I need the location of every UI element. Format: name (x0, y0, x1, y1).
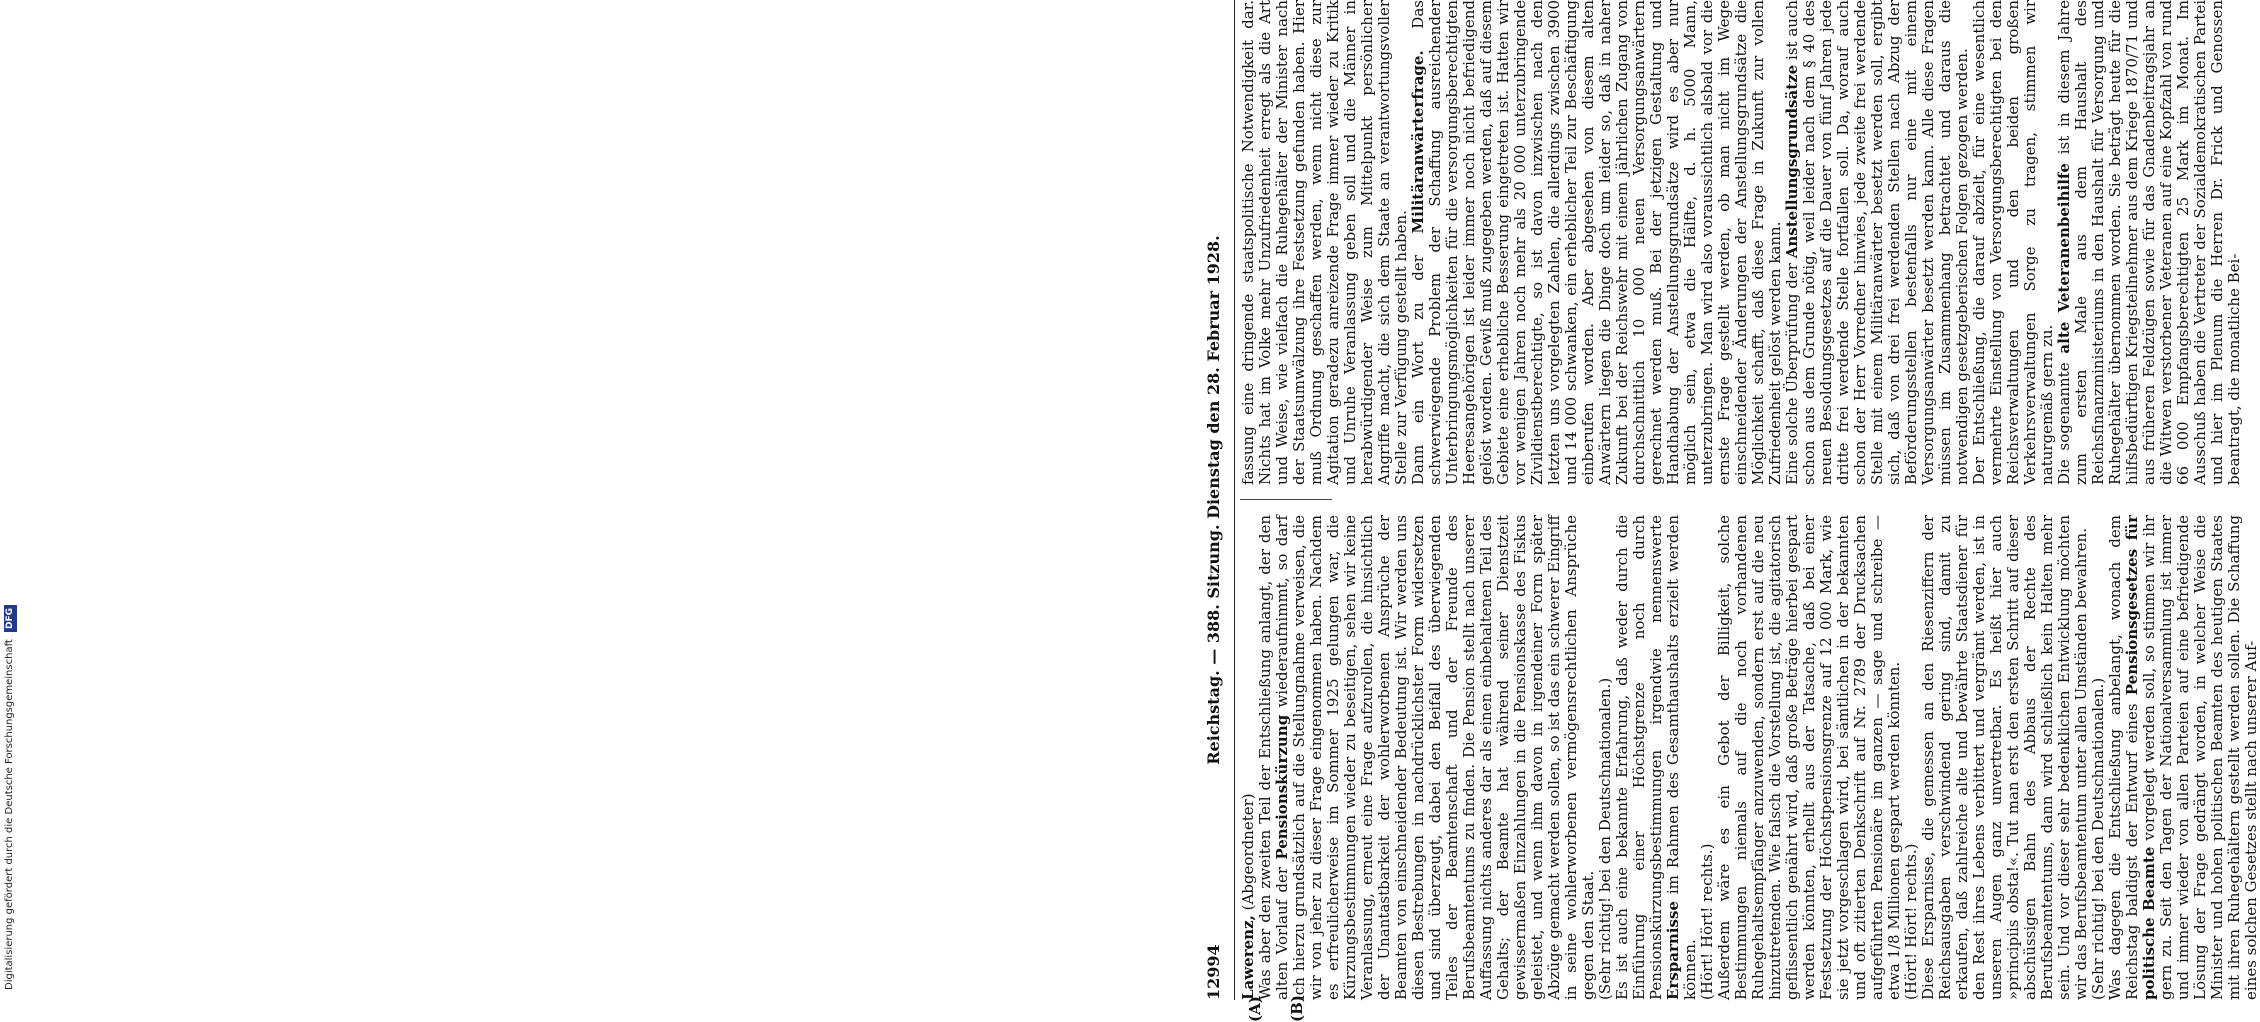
text-run: wiederaufnimmt, so darf ich hierzu grundsätzlich auf die Stellungnahme verweisen, die wir von jeher zu dieser Frage eingenommen haben. Nachdem es erfreulicherweise im Sommer 1925 gelungen war, die Kürzungsbestimmungen wieder zu beseitigen, sehen wir keine Veranlassung, erneut eine Frage aufzurollen, die hinsichtlich der Unantastbarkeit der wohlerworbenen Ansprüche der Beamten von einschneidender Bedeutung ist. Wir werden uns diesen Bestrebungen in nachdrücklichster Form widersetzen und sind überzeugt, dabei den Beifall des überwiegenden Teiles der Beamtenschaft und der Freunde des Berufsbeamtentums zu finden. Die Pension stellt nach unserer Auffassung nichts anderes dar als einen einbehaltenen Teil des Gehalts; der Beamte hat während seiner Dienstzeit gewissermaßen Einzahlungen in die Pensionskasse des Fiskus geleistet, und wenn ihm davon in irgendeiner Form später Abzüge gemacht werden sollen, so ist das ein schwerer Eingriff in seine wohlerworbenen vermögensrechtlichen Ansprüche gegen den Staat. (1273, 515, 1597, 1000)
dfg-logo: DFG (4, 605, 17, 632)
column-divider (1240, 499, 1332, 500)
digitization-credit (2, 0, 18, 1000)
bold-term: alte Veteranenbeihilfe (2055, 163, 2073, 354)
interjection: (Hört! Hört! rechts.) (1698, 843, 1716, 1000)
margin-marker-a: (A) (1246, 996, 1264, 1022)
interjection: (Hört! Hört! rechts.) (1902, 843, 1920, 1000)
margin-marker-b: (B) (1288, 995, 1306, 1022)
text-run: ist auch schon aus dem Grunde nötig, weil leider nach dem § 40 des neuen Besoldungsgesetzes auf die Dauer von fünf Jahren jede dritte frei werdende Stelle fortfallen soll. Da, worauf auch schon der Herr Vorredner hinwies, jede zweite frei werdende Stelle mit einem Militäranwärter besetzt werden soll, ergibt sich, daß von drei frei werdenden Stellen nach Abzug der Beförderungsstellen bestenfalls nur eine mit einem Versorgungsanwärter besetzt werden kann. Alle diese Fragen müssen im Zusammenhang betrachtet und daraus die notwendigen gesetzgeberischen Folgen gezogen werden. (1783, 0, 1971, 485)
bold-term: Pensionsgesetzes für politische Beamte (2123, 515, 2158, 1000)
text-run: Das schwerwiegende Problem der Schaffung ausreichender Unterbringungsmöglichkeiten für die versorgungsberechtigten Heeresangehörigen ist leider immer noch nicht befriedigend gelöst worden. Gewiß muß zugegeben werden, daß auf diesem Gebiete eine erhebliche Besserung eingetreten ist. Hatten wir vor wenigen Jahren noch mehr als 20 000 unterzubringende Zivildienstberechtigte, so ist davon inzwischen nach den letzten uns vorgelegten Zahlen, die allerdings zwischen 3900 und 14 000 schwanken, ein erheblicher Teil zur Beschäftigung einberufen worden. Aber abgesehen von diesem alten Anwärtern liegen die Dinge doch um leider so, daß in naher Zukunft bei der Reichswehr mit einem jährlichen Zugang von durchschnittlich 10 000 neuen Versorgungsanwärtern gerechnet werden muß. Bei der jetzigen Gestaltung und Handhabung der Anstellungsgrundsätze wird es aber nur möglich sein, etwa die Hälfte, d. h. 5000 Mann, unterzubringen. Man wird also voraussichtlich alsbald vor die ernste Frage gestellt werden, ob man nicht im Wege einschneidender Änderungen der Anstellungsgrundsätze die Möglichkeit schafft, daß diese Frage in Zukunft zur vollen Zufriedenheit gelöst werden kann. (1409, 0, 1784, 485)
text-run: Was aber den zweiten Teil der Entschließung anlangt, der den alten Vorlauf der (1256, 515, 1291, 1000)
text-run: Eine solche Überprüfung der (1783, 263, 1801, 485)
page-header (1200, 0, 1230, 1000)
credit-text: Digitalisierung gefördert durch die Deutsche Forschungsgemeinschaft (4, 639, 15, 990)
text-run: ist in diesem Jahre zum ersten Male aus dem Haushalt des Reichsfinanzministeriums in den Haushalt für Versorgung und Ruhegehälter übernommen worden. Sie beträgt heute für die hilfsbedürftigen Kriegsteilnehmer aus dem Kriege 1870/71 und aus früheren Feldzügen sowie für das Gnadenbeitragsjahr an die Witwen verstorbener Veteranen auf eine Kopfzahl von rund 66 000 Empfangsberechtigten 25 Mark im Monat. Im Ausschuß haben die Vertreter der Sozialdemokratischen Partei und hier im Plenum die Herren Dr. Frick und Genossen beantragt, die monatliche Bei- (2055, 0, 2243, 485)
paragraph: fassung eine dringende staatspolitische Notwendigkeit dar. Nichts hat im Volke mehr Unzufriedenheit erregt als die Art und Weise, wie vielfach die Ruhegehälter der Minister nach der Staatsumwälzung ihre Festsetzung gefunden haben. Hier muß Ordnung geschaffen werden, wenn nicht diese zur Agitation geradezu anreizende Frage immer wieder zu Kritik und Unruhe Veranlassung geben soll und die Männer in herabwürdigender Weise zum Mittelpunkt persönlicher Angriffe macht, die sich dem Staate an verantwortungsvoller Stelle zur Verfügung gestellt haben. (1239, 0, 1410, 485)
text-run: Die sogenannte (2055, 362, 2073, 485)
speaker-line: Lawerenz, (Abgeordneter) (1239, 793, 1257, 1000)
bold-term: Ersparnisse (1664, 901, 1682, 1000)
text-run: im Rahmen des Gesamthaushalts erzielt werden können. (1664, 515, 1699, 1000)
paragraph (1784, 0, 1971, 485)
paragraph (2107, 515, 2260, 1000)
right-column (1239, 0, 2243, 485)
newspaper-page (148, 0, 2260, 1022)
speaker-name: Lawerenz, (1239, 915, 1257, 1000)
paragraph: Diese Ersparnisse, die gemessen an den Riesenziffern der Reichsausgaben verschwindend gering sind, damit zu erkaufen, daß zahlreiche alte und bewährte Staatsdiener für den Rest ihres Lebens verbittert und vergrämt werden, ist in unseren Augen ganz unvertretbar. Es heißt hier auch »principiis obsta!«. Tut man erst den ersten Schritt auf dieser abschüssigen Bahn des Abbaus der Rechte des Berufsbeamtentums, dann wird schließlich kein Halten mehr sein. Und vor dieser sehr bedenklichen Entwicklung möchten wir das Berufsbeamtentum unter allen Umständen bewahren. (1919, 515, 2090, 1000)
paragraph (1410, 0, 1784, 485)
text-run: Was dagegen die Entschließung anbelangt, wonach dem Reichstag baldigst der Entwurf eines (2106, 515, 2141, 1000)
paragraph (2056, 0, 2243, 485)
paragraph: Außerdem wäre es ein Gebot der Billigkeit, solche Bestimmungen niemals auf die noch vorhandenen Ruhegehaltsempfänger anzuwenden, sondern erst auf die neu hinzutretenden. Wie falsch die Vorstellung ist, die agitatorisch geflissentlich genährt wird, daß große Beträge hierbei gespart werden könnten, erhellt aus der Tatsache, daß bei einer Festsetzung der Höchstpensionsgrenze auf 12 000 Mark, wie sie jetzt vorgeschlagen wird, bei sämtlichen in der bekannten und oft zitierten Denkschrift auf Nr. 2789 der Drucksachen aufgeführten Pensionäre im ganzen — sage und schreibe — etwa 1/8 Millionen gespart werden könnten. (1715, 515, 1903, 1000)
interjection: (Sehr richtig! bei den Deutschnationalen.) (2089, 677, 2107, 1000)
text-run: vorgelegt werden soll, so stimmen wir ihr gern zu. Seit den Tagen der Nationalversammlung ist immer und immer wieder von allen Parteien auf eine befriedigende Lösung der Frage gedrängt worden, in welcher Weise die Minister und hohen politischen Beamten des heutigen Staates mit ihren Ruhegehältern gestellt werden sollen. Die Schaffung eines solchen Gesetzes stellt nach unserer Auf- (2140, 515, 2260, 1000)
paragraph: Der Entschließung, die darauf abzielt, für eine wesentlich vermehrte Einstellung von Versorgungsberechtigten bei den Reichsverwaltungen und den beiden großen Verkehrsverwaltungen Sorge zu tragen, stimmen wir naturgemäß gern zu. (1970, 0, 2056, 485)
paragraph (1614, 515, 1699, 1000)
speaker-role: Abgeordneter (1239, 799, 1257, 905)
left-column (1239, 515, 2260, 1000)
bold-term: Militäranwärterfrage. (1409, 50, 1427, 234)
page-title: Reichstag. — 388. Sitzung. Dienstag den 28. Februar 1928. (1204, 235, 1223, 765)
header-rule (1234, 0, 1235, 1000)
paragraph (1257, 515, 1597, 1000)
page-number: 12994 (1204, 944, 1223, 1000)
bold-term: Anstellungsgrundsätze (1783, 64, 1801, 259)
text-run: Dann ein Wort zu der (1409, 255, 1427, 485)
interjection: (Sehr richtig! bei den Deutschnationalen.) (1596, 677, 1614, 1000)
bold-term: Pensionskürzung (1273, 714, 1291, 860)
text-run: Es ist auch eine bekannte Erfahrung, daß weder durch die Einführung einer Höchstgrenze noch durch Pensionskürzungsbestimmungen irgendwie nennenswerte (1613, 515, 1665, 1000)
